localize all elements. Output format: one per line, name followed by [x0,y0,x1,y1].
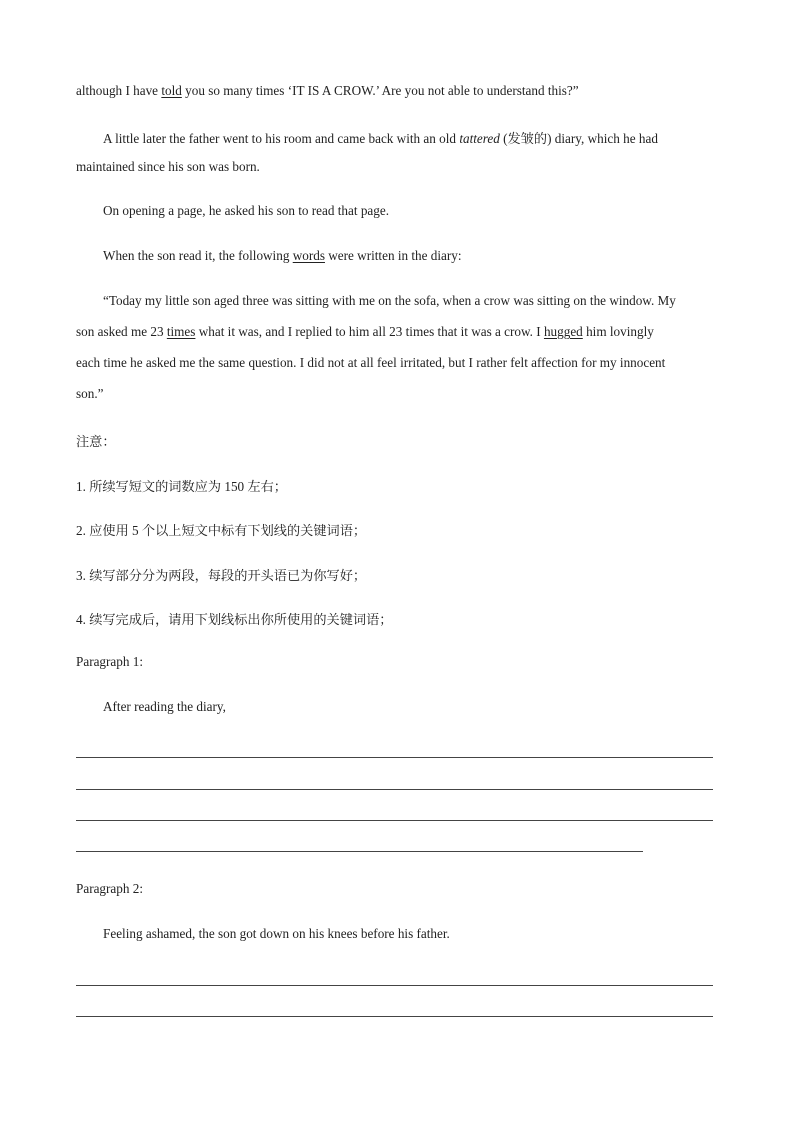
text-segment: son asked me 23 [76,324,167,339]
passage-line [76,324,654,340]
passage-line [103,128,658,147]
paragraph-1-opening: After reading the diary, [103,699,226,714]
key-word: times [166,324,196,339]
paragraph-2-opening: Feeling ashamed, the son got down on his knees before his father. [103,926,450,941]
passage-line: maintained since his son was born. [76,159,260,174]
passage-line: son.” [76,386,104,401]
text-segment: A little later the father went to his room and came back with an old [103,131,460,146]
key-word: words [292,248,325,263]
passage-line: “Today my little son aged three was sitting with me on the sofa, when a crow was sitting on the window. My [103,293,676,308]
passage-line: each time he asked me the same question. I did not at all feel irritated, but I rather felt affection for my innocent [76,355,666,370]
paragraph-1-label: Paragraph 1: [76,654,144,669]
italic-word: tattered [459,131,500,146]
key-word: told [161,83,182,98]
writing-line[interactable] [76,851,643,852]
text-segment: were written in the diary: [324,248,462,263]
text-segment: (发皱的) diary, which he had [499,131,658,146]
passage-line [76,83,579,99]
text-segment: you so many times ‘IT IS A CROW.’ Are you not able to understand this?” [181,83,579,98]
passage-line: On opening a page, he asked his son to read that page. [103,203,390,218]
writing-line[interactable] [76,985,713,986]
paragraph-2-label: Paragraph 2: [76,881,144,896]
text-segment: him lovingly [582,324,654,339]
writing-line[interactable] [76,820,713,821]
note-item: 3. 续写部分分为两段，每段的开头语已为你写好； [76,568,367,583]
text-segment: what it was, and I replied to him all 23 times that it was a crow. I [195,324,544,339]
passage-line [103,248,462,264]
note-item: 4. 续写完成后，请用下划线标出你所使用的关键词语； [76,612,393,627]
writing-line[interactable] [76,789,713,790]
writing-line[interactable] [76,1016,713,1017]
note-item: 2. 应使用 5 个以上短文中标有下划线的关键词语； [76,523,367,538]
note-item: 1. 所续写短文的词数应为 150 左右； [76,479,287,494]
writing-line[interactable] [76,757,713,758]
text-segment: although I have [76,83,162,98]
notes-heading: 注意： [76,434,116,449]
text-segment: When the son read it, the following [103,248,293,263]
key-word: hugged [543,324,583,339]
